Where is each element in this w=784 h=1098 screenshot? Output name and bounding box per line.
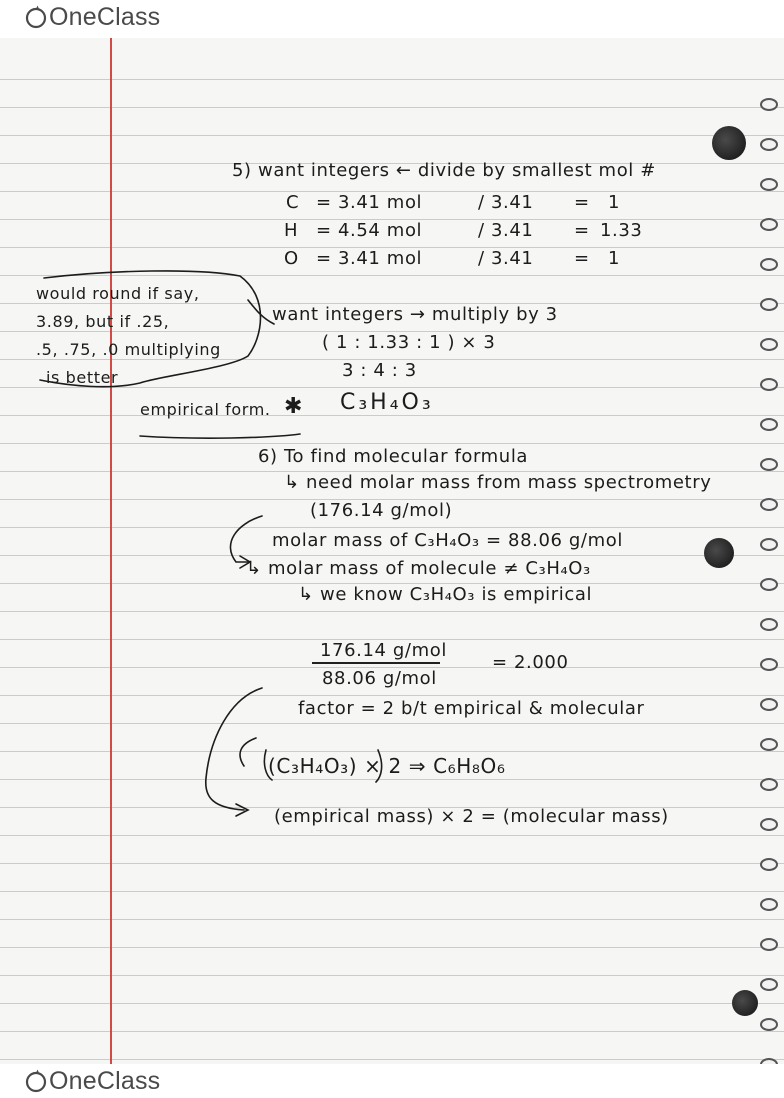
side-note-line-1: would round if say, [36, 284, 200, 303]
oneclass-logo-icon [24, 5, 48, 29]
empirical-underline [140, 434, 300, 438]
step6-not-equal-line: ↳ molar mass of molecule ≠ C₃H₄O₃ [246, 558, 591, 579]
row-h-divisor: / 3.41 [478, 220, 534, 241]
row-c-element: C [286, 192, 300, 213]
star-icon: ✱ [284, 394, 304, 419]
integer-line: 3 : 4 : 3 [342, 360, 417, 381]
formula-parens-circle [264, 750, 272, 780]
factor-line: factor = 2 b/t empirical & molecular [298, 698, 645, 719]
cycle-arrow-2 [206, 688, 262, 810]
row-o-amount: = 3.41 mol [316, 248, 423, 269]
row-o-divisor: / 3.41 [478, 248, 534, 269]
fraction-numerator: 176.14 g/mol [320, 640, 447, 661]
side-note-line-2: 3.89, but if .25, [36, 312, 170, 331]
pen-strokes [0, 38, 784, 1064]
brand-name: OneClass [49, 2, 161, 31]
empirical-label: empirical form. [140, 400, 271, 419]
step5-heading: 5) want integers ← divide by smallest mol # [232, 160, 656, 181]
step6-empirical-mass-line: molar mass of C₃H₄O₃ = 88.06 g/mol [272, 530, 623, 551]
brand-logo [24, 0, 160, 34]
brand-logo-footer [24, 1064, 160, 1098]
row-o-element: O [284, 248, 299, 269]
side-note-line-3: .5, .75, .0 multiplying [36, 340, 221, 359]
fraction-quotient: = 2.000 [492, 652, 569, 673]
empirical-formula: C₃H₄O₃ [340, 390, 434, 415]
cycle-arrow-1 [230, 516, 262, 562]
row-c-eq: = [574, 192, 590, 213]
oneclass-logo-icon [24, 1069, 48, 1093]
notebook-page [0, 38, 784, 1064]
row-h-element: H [284, 220, 299, 241]
row-h-result: 1.33 [600, 220, 643, 241]
formula-parens-circle-right [376, 750, 382, 782]
brand-name-footer: OneClass [49, 1066, 161, 1095]
row-c-result: 1 [608, 192, 621, 213]
mass-relation-line: (empirical mass) × 2 = (molecular mass) [274, 806, 669, 827]
row-c-amount: = 3.41 mol [316, 192, 423, 213]
fraction-denominator: 88.06 g/mol [322, 668, 437, 689]
step6-know-line: ↳ we know C₃H₄O₃ is empirical [298, 584, 593, 605]
row-h-eq: = [574, 220, 590, 241]
row-h-amount: = 4.54 mol [316, 220, 423, 241]
row-c-divisor: / 3.41 [478, 192, 534, 213]
side-note-bubble [40, 271, 261, 387]
row-o-result: 1 [608, 248, 621, 269]
step6-need-line: ↳ need molar mass from mass spectrometry [284, 472, 712, 493]
multiply-formula-line: (C₃H₄O₃) × 2 ⇒ C₆H₈O₆ [268, 754, 506, 778]
multiply-heading: want integers → multiply by 3 [272, 304, 558, 325]
ratio-line: ( 1 : 1.33 : 1 ) × 3 [322, 332, 496, 353]
side-note-line-4: is better [46, 368, 119, 387]
row-o-eq: = [574, 248, 590, 269]
cycle-arrow-3 [240, 738, 256, 766]
step6-value-line: (176.14 g/mol) [310, 500, 453, 521]
step6-heading: 6) To find molecular formula [258, 446, 529, 467]
